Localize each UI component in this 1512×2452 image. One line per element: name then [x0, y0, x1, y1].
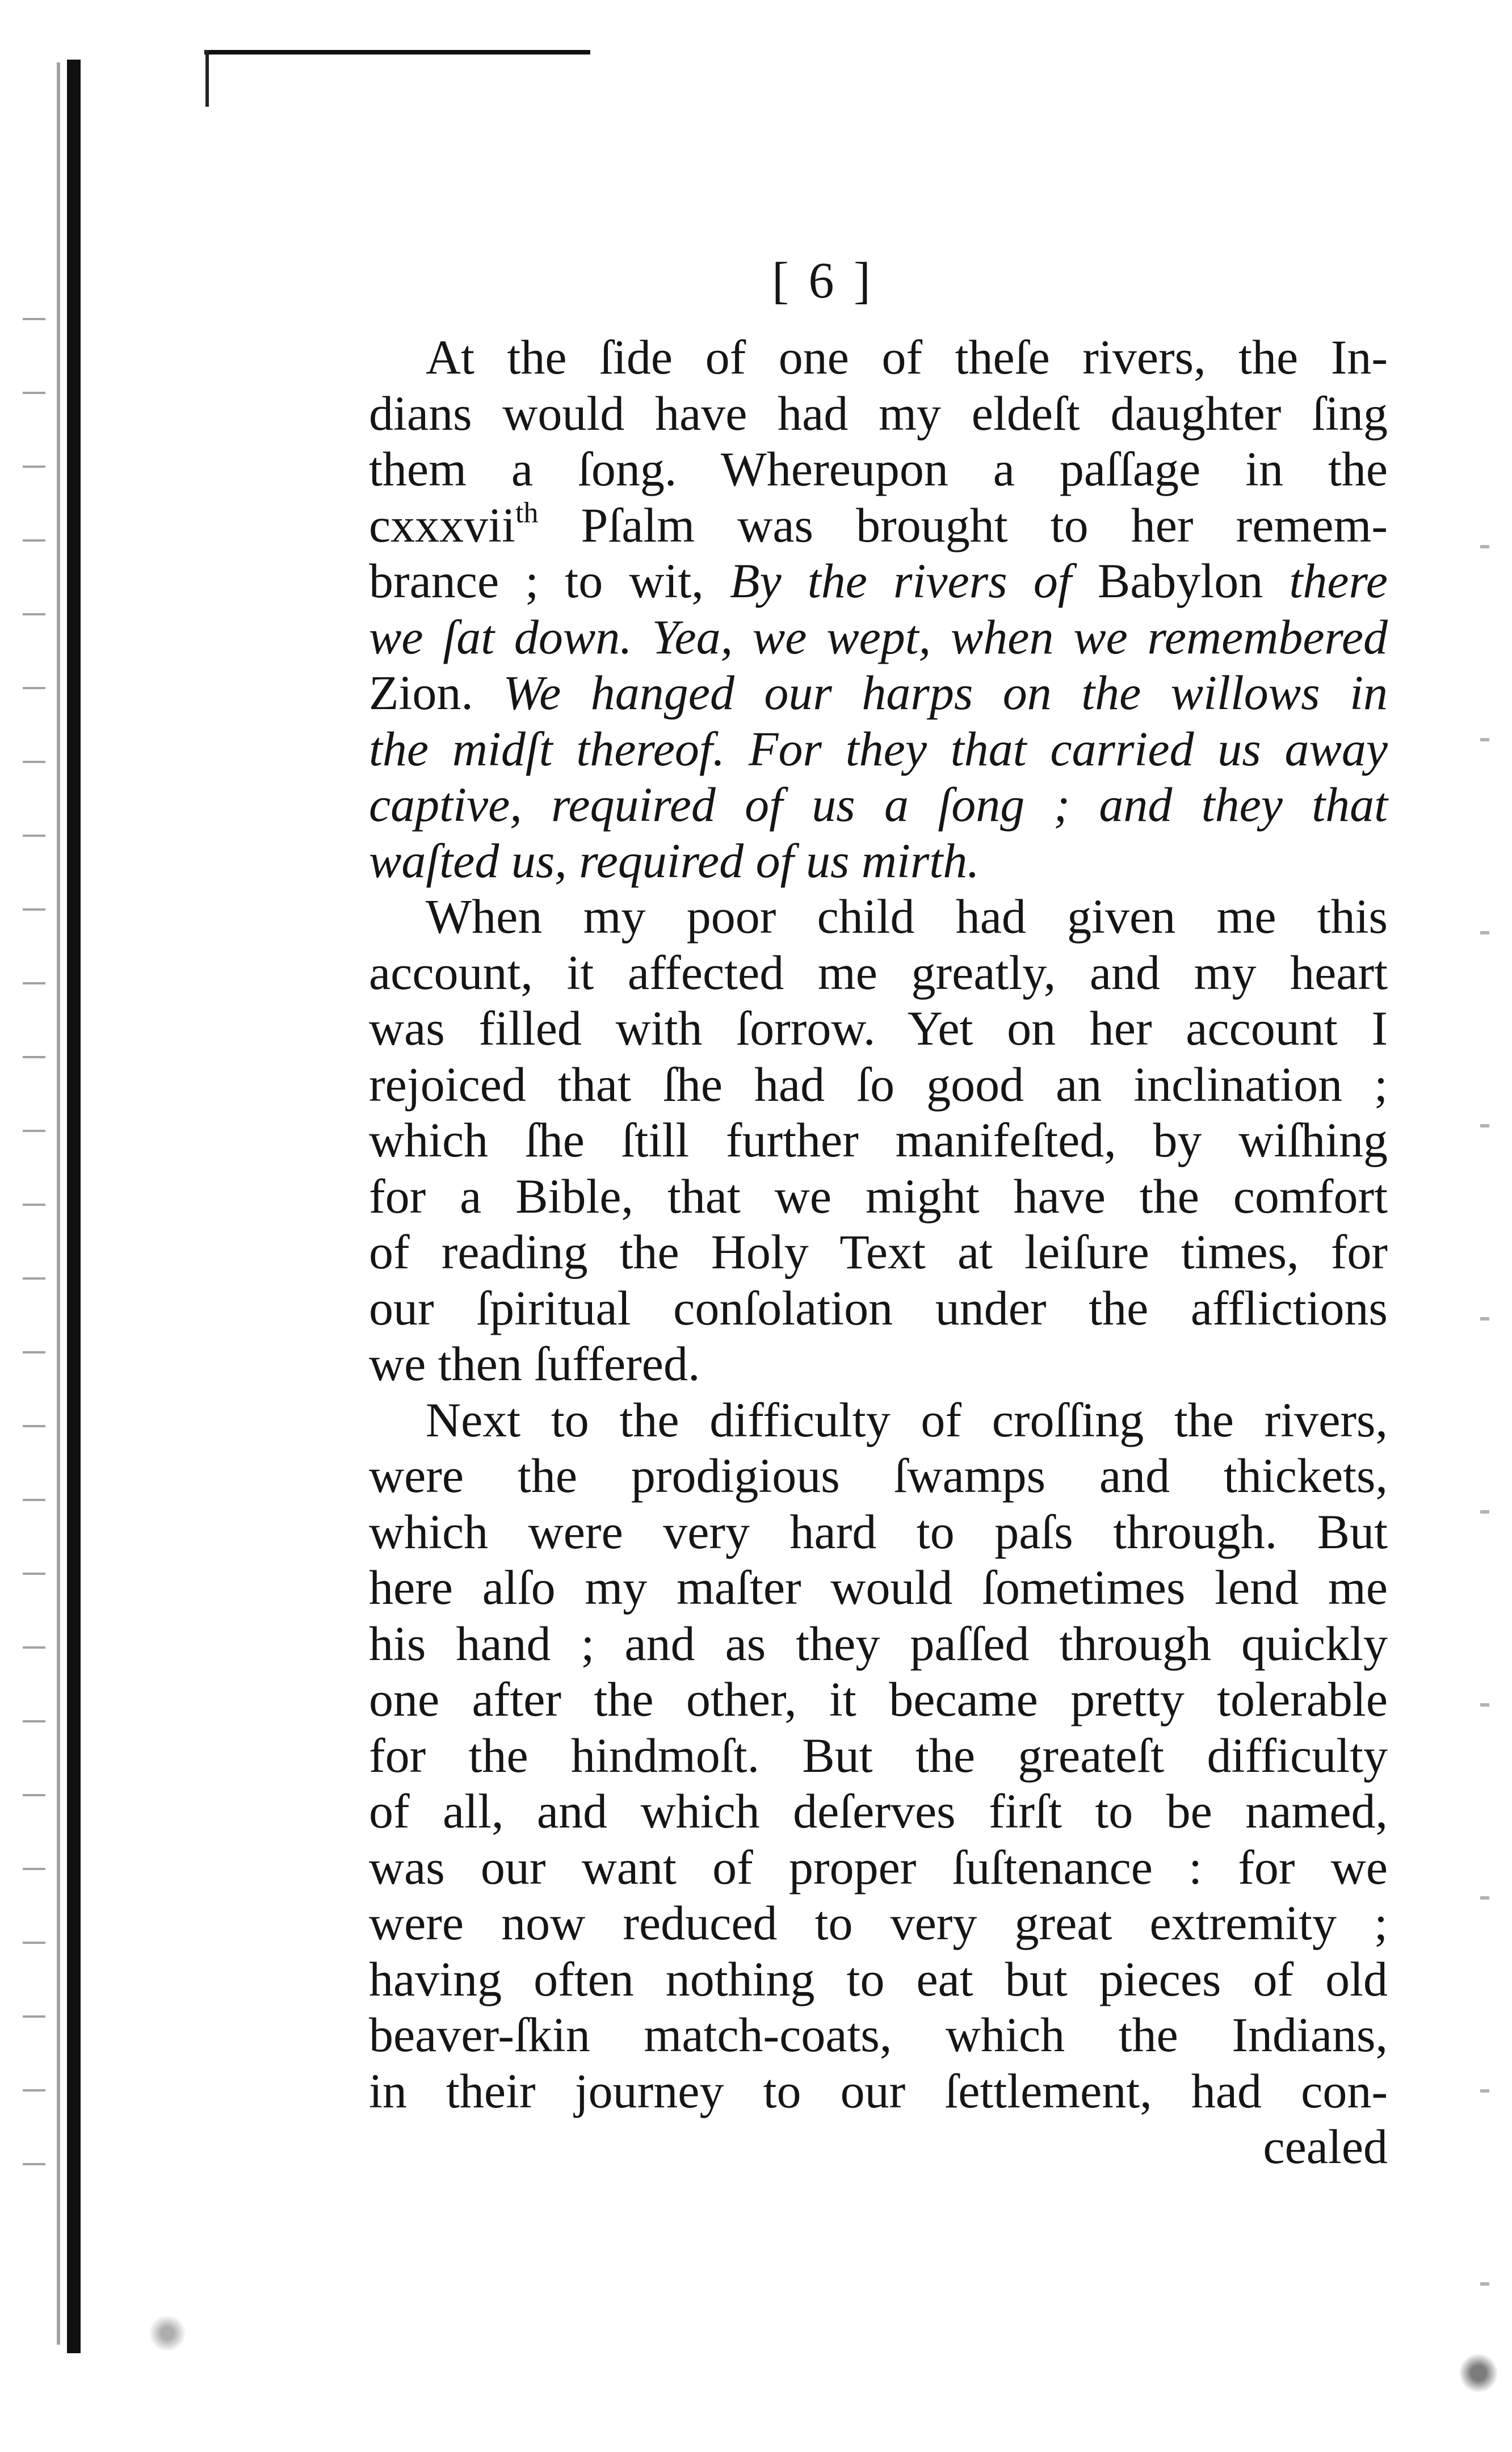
text-line: which were very hard to paſs through. But — [369, 1504, 1388, 1559]
paragraph-3 — [369, 1392, 1388, 2119]
text-line: here alſo my maſter would ſometimes lend me — [369, 1560, 1388, 1615]
text-line: for the hindmoſt. But the greateſt difficulty — [369, 1728, 1388, 1783]
text-line: At the ſide of one of theſe rivers, the In- — [426, 330, 1388, 384]
text-line: account, it affected me greatly, and my heart — [369, 945, 1388, 1000]
binding-edge — [67, 60, 81, 2353]
text-line: Next to the difficulty of croſſing the rivers, — [426, 1392, 1388, 1447]
binding-edge-shadow — [57, 62, 60, 2345]
text-line: waſted us, required of us mirth. — [369, 833, 980, 888]
text-line: were now reduced to very great extremity ; — [369, 1896, 1388, 1950]
text-line: in their journey to our ſettlement, had con- — [369, 2063, 1388, 2118]
body-text — [369, 329, 1388, 2175]
text-line: of all, and which deſerves firſt to be named, — [369, 1784, 1388, 1838]
text-line: the midſt thereof. For they that carried us away — [369, 721, 1388, 776]
scan-top-rule-tick — [205, 50, 209, 107]
text-line: When my poor child had given me this — [426, 889, 1388, 944]
text-line: one after the other, it became pretty tolerable — [369, 1672, 1388, 1726]
text-line: his hand ; and as they paſſed through quickly — [369, 1616, 1388, 1671]
text-line: we then ſuffered. — [369, 1336, 700, 1391]
text-line: captive, required of us a ſong ; and they that — [369, 777, 1388, 832]
text-line: which ſhe ſtill further manifeſted, by wiſhing — [369, 1113, 1388, 1167]
paragraph-1 — [369, 329, 1388, 888]
text-line: brance ; to wit, By the rivers of Babylon there — [369, 554, 1388, 608]
text-line: them a ſong. Whereupon a paſſage in the — [369, 442, 1388, 496]
text-line: we ſat down. Yea, we wept, when we remembered — [369, 609, 1388, 664]
text-line: beaver-ſkin match-coats, which the Indians, — [369, 2007, 1388, 2062]
scan-smudge-corner — [1459, 2350, 1498, 2396]
paragraph-2 — [369, 888, 1388, 1392]
text-line: was our want of proper ſuſtenance : for we — [369, 1839, 1388, 1894]
text-line: cxxxvii$^{th}$ Pſalm was brought to her remem- — [369, 496, 1388, 552]
text-line: having often nothing to eat but pieces of old — [369, 1951, 1388, 2006]
text-line: was filled with ſorrow. Yet on her account I — [369, 1001, 1388, 1055]
page-number: [ 6 ] — [772, 253, 874, 309]
text-line: our ſpiritual conſolation under the afflictions — [369, 1280, 1388, 1335]
text-line: of reading the Holy Text at leiſure times, for — [369, 1225, 1388, 1279]
text-line: were the prodigious ſwamps and thickets, — [369, 1448, 1388, 1503]
text-line: Zion. We hanged our harps on the willows in — [369, 665, 1388, 720]
scan-top-rule — [204, 50, 590, 55]
text-line: dians would have had my eldeſt daughter ſing — [369, 385, 1388, 441]
text-line: for a Bible, that we might have the comfort — [369, 1168, 1388, 1223]
text-line: rejoiced that ſhe had ſo good an inclination ; — [369, 1057, 1388, 1112]
scan-right-specks — [1480, 443, 1489, 2316]
catchword: cealed — [1263, 2119, 1388, 2174]
scan-margin-marks — [23, 284, 45, 2214]
scan-smudge — [142, 2316, 193, 2350]
